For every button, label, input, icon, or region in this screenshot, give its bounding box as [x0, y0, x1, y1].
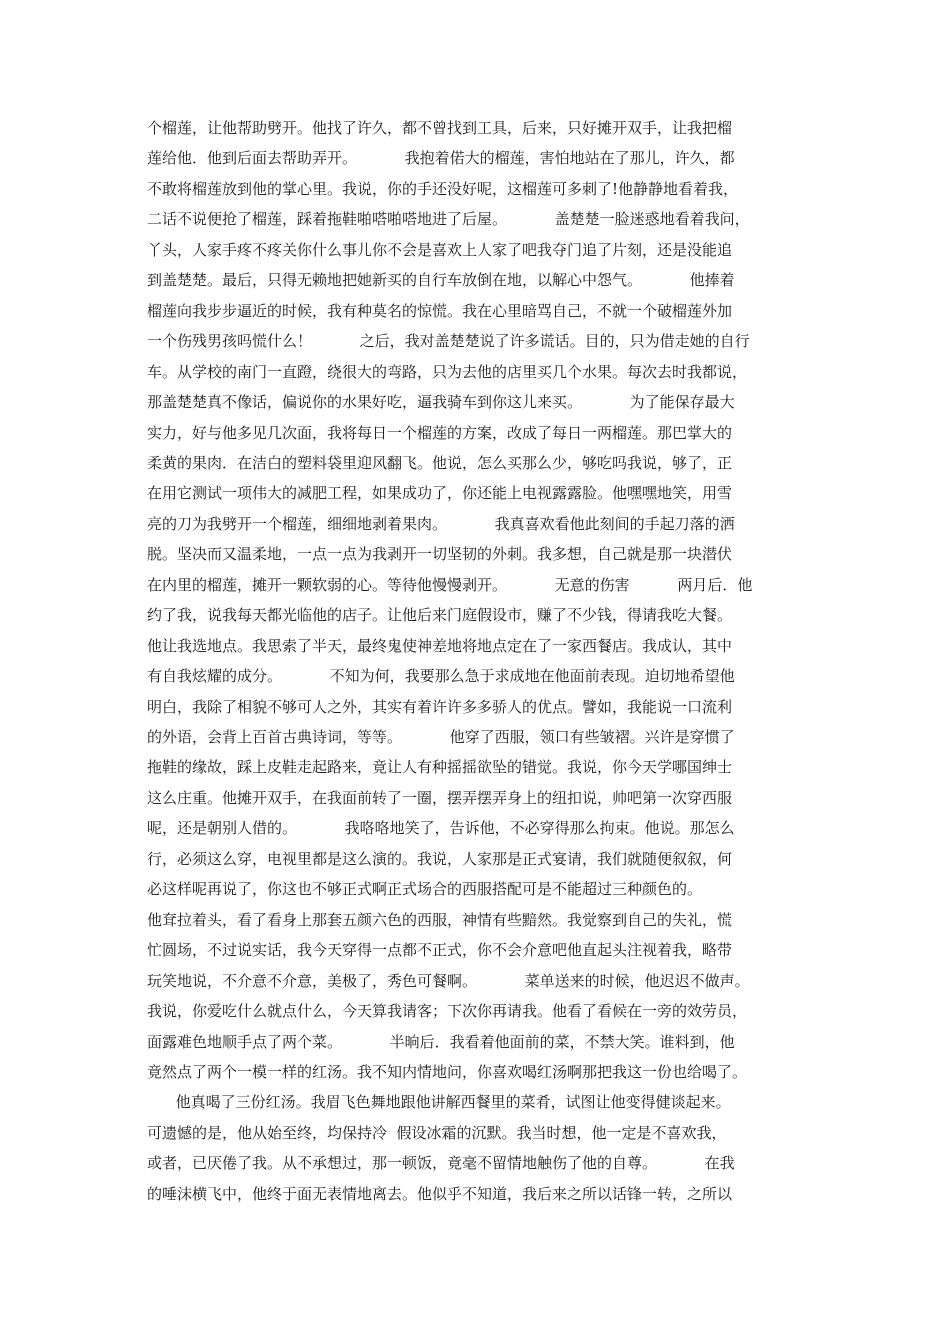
text-line: 的外语，会背上百首古典诗词，等等。 他穿了西服，领口有些皱褶。兴许是穿惯了	[147, 728, 735, 746]
text-line: 他让我选地点。我思索了半天，最终鬼使神差地将地点定在了一家西餐店。我成认，其中	[147, 637, 733, 655]
text-line: 一个伤残男孩吗慌什么！ 之后，我对盖楚楚说了许多谎话。目的，只为借走她的自行	[147, 332, 750, 350]
text-line: 明白，我除了相貌不够可人之外，其实有着许许多多骄人的优点。譬如，我能说一口流利	[147, 698, 733, 716]
text-line: 他真喝了三份红汤。我眉飞色舞地跟他讲解西餐里的菜肴，试图让他变得健谈起来。	[147, 1093, 731, 1111]
text-line: 个榴莲，让他帮助劈开。他找了许久，都不曾找到工具，后来，只好摊开双手，让我把榴	[147, 119, 733, 137]
text-line: 约了我，说我每天都光临他的店子。让他后来门庭假设市，赚了不少钱，得请我吃大餐。	[147, 606, 733, 624]
text-line: 脱。坚决而又温柔地，一点一点为我剥开一切坚韧的外刺。我多想，自己就是那一块潜伏	[147, 545, 733, 563]
text-line: 这么庄重。他摊开双手，在我面前转了一圈，摆弄摆弄身上的纽扣说，帅吧第一次穿西服	[147, 789, 733, 807]
text-line: 有自我炫耀的成分。 不知为何，我要那么急于求成地在他面前表现。迫切地希望他	[147, 667, 735, 685]
text-line: 柔黄的果肉．在洁白的塑料袋里迎风翻飞。他说，怎么买那么少，够吃吗我说，够了，正	[147, 454, 733, 472]
text-line: 那盖楚楚真不像话，偏说你的水果好吃，逼我骑车到你这儿来买。 为了能保存最大	[147, 393, 735, 411]
text-line: 可遗憾的是，他从始至终，均保持冷 假设冰霜的沉默。我当时想，他一定是不喜欢我，	[147, 1124, 727, 1142]
text-line: 实力，好与他多见几次面，我将每日一个榴莲的方案，改成了每日一两榴莲。那巴掌大的	[147, 424, 733, 442]
text-line: 或者，已厌倦了我。从不承想过，那一顿饭，竟毫不留情地触伤了他的自尊。 在我	[147, 1154, 735, 1172]
text-line: 莲给他．他到后面去帮助弄开。 我抱着偌大的榴莲，害怕地站在了那儿，许久，都	[147, 149, 735, 167]
text-line: 车。从学校的南门一直蹬，绕很大的弯路，只为去他的店里买几个水果。每次去时我都说，	[147, 363, 748, 381]
text-line: 必这样呢再说了，你这也不够正式啊正式场合的西服搭配可是不能超过三种颜色的。	[147, 880, 703, 898]
text-line: 在用它测试一项伟大的减肥工程，如果成功了，你还能上电视露露脸。他嘿嘿地笑，用雪	[147, 484, 733, 502]
text-line: 拖鞋的缘故，踩上皮鞋走起路来，竟让人有种摇摇欲坠的错觉。我说，你今天学哪国绅士	[147, 758, 733, 776]
text-line: 面露难色地顺手点了两个菜。 半晌后．我看着他面前的菜，不禁大笑。谁料到，他	[147, 1033, 735, 1051]
text-line: 不敢将榴莲放到他的掌心里。我说，你的手还没好呢，这榴莲可多刺了!他静静地看着我，	[147, 180, 739, 198]
text-line: 忙圆场，不过说实话，我今天穿得一点都不正式，你不会介意吧他直起头注视着我，略带	[147, 941, 733, 959]
text-line: 的唾沫横飞中，他终于面无表情地离去。他似乎不知道，我后来之所以话锋一转，之所以	[147, 1185, 733, 1203]
text-line: 我说，你爱吃什么就点什么，今天算我请客；下次你再请我。他看了看候在一旁的效劳员，	[147, 1002, 748, 1020]
text-line: 二话不说便抢了榴莲，踩着拖鞋啪嗒啪嗒地进了后屋。 盖楚楚一脸迷惑地看着我问，	[147, 210, 750, 228]
text-line: 他耷拉着头，看了看身上那套五颜六色的西服，神情有些黯然。我觉察到自己的失礼，慌	[147, 911, 733, 929]
text-line: 竟然点了两个一模一样的红汤。我不知内情地问，你喜欢喝红汤啊那把我这一份也给喝了。	[147, 1063, 748, 1081]
text-line: 玩笑地说，不介意不介意，美极了，秀色可餐啊。 菜单送来的时候，他迟迟不做声。	[147, 972, 750, 990]
text-line: 行，必须这么穿，电视里都是这么演的。我说，人家那是正式宴请，我们就随便叙叙，何	[147, 850, 733, 868]
text-line: 在内里的榴莲，摊开一颗软弱的心。等待他慢慢剥开。 无意的伤害 两月后．他	[147, 576, 753, 594]
text-line: 呢，还是朝别人借的。 我咯咯地笑了，告诉他，不必穿得那么拘束。他说。那怎么	[147, 819, 735, 837]
text-line: 榴莲向我步步逼近的时候，我有种莫名的惊慌。我在心里暗骂自己，不就一个破榴莲外加	[147, 302, 733, 320]
text-line: 亮的刀为我劈开一个榴莲，细细地剥着果肉。 我真喜欢看他此刻间的手起刀落的洒	[147, 515, 735, 533]
text-line: 丫头，人家手疼不疼关你什么事儿你不会是喜欢上人家了吧我夺门追了片刻，还是没能追	[147, 241, 733, 259]
text-line: 到盖楚楚。最后，只得无赖地把她新买的自行车放倒在地，以解心中怨气。 他捧着	[147, 271, 735, 289]
